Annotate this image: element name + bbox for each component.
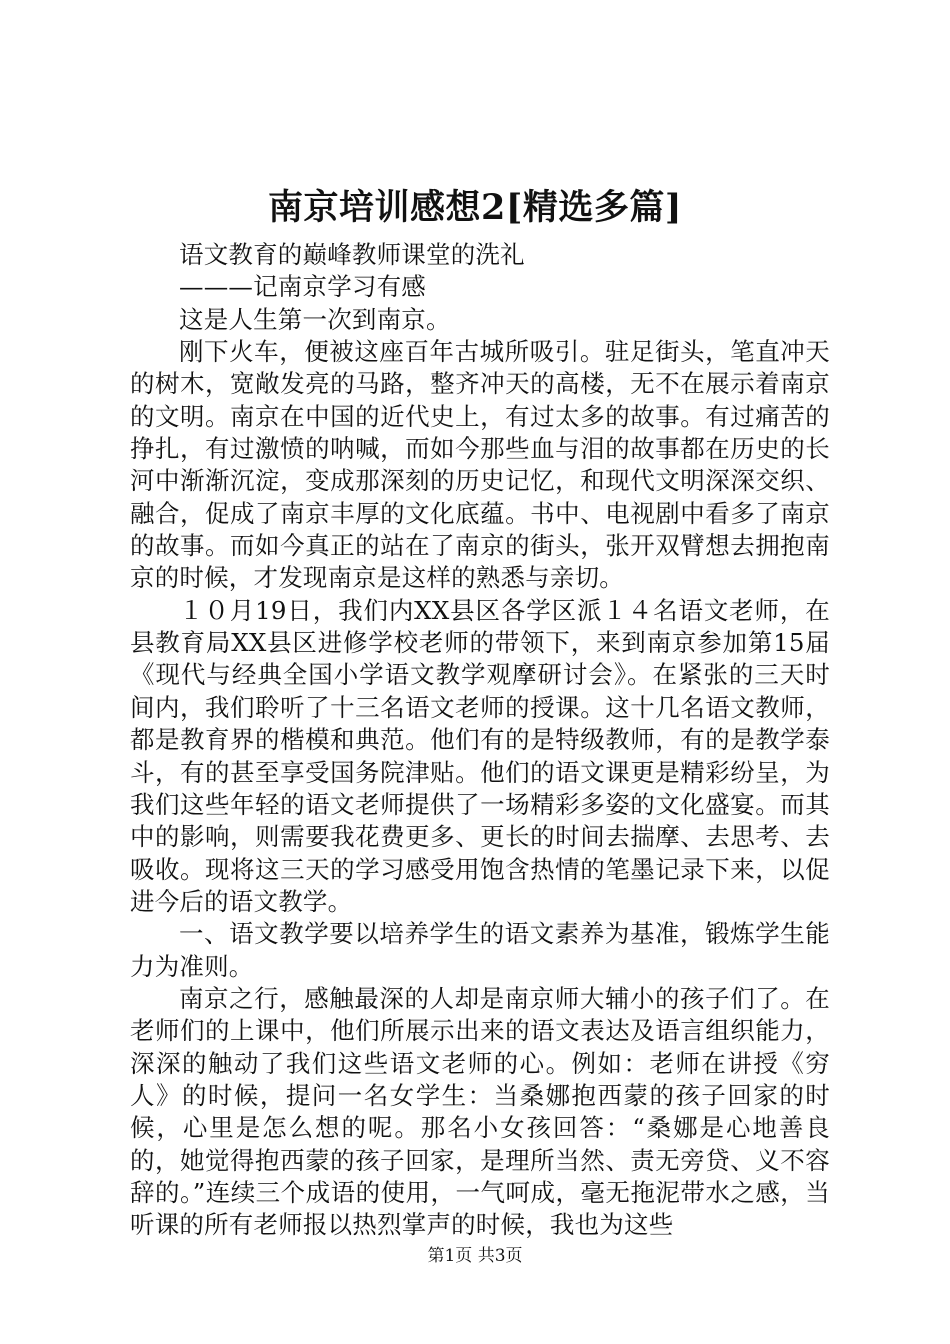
paragraph: ———记南京学习有感: [179, 272, 426, 302]
paragraph: 南京之行，感触最深的人却是南京师大辅小的孩子们了。在老师们的上课中，他们所展示出来的语文表达及语言组织能力，深深的触动了我们这些语文老师的心。例如：老师在讲授《穷人》的时候，提问一名女学生：当桑娜抱西蒙的孩子回家的时候，心里是怎么想的呢。那名小女孩回答：“桑娜是心地善良的，她觉得抱西蒙的孩子回家，是理所当然、责无旁贷、义不容辞的。”连续三个成语的使用，一气呵成，毫无拖泥带水之感，当听课的所有老师报以热烈掌声的时候，我也为这些: [130, 983, 830, 1240]
paragraph: 语文教育的巅峰教师课堂的洗礼: [179, 240, 525, 269]
document-title: 南京培训感想2[精选多篇]: [268, 187, 682, 228]
paragraph: 一、语文教学要以培养学生的语文素养为基准，锻炼学生能力为准则。: [130, 919, 830, 981]
paragraph: 这是人生第一次到南京。: [179, 304, 451, 334]
document-body: [130, 239, 830, 1242]
page-number: 第1页 共3页: [427, 1246, 523, 1266]
paragraph: 刚下火车，便被这座百年古城所吸引。驻足街头，笔直冲天的树木，宽敞发亮的马路，整齐冲天的高楼，无不在展示着南京的文明。南京在中国的近代史上，有过太多的故事。有过痛苦的挣扎，有过激愤的呐喊，而如今那些血与泪的故事都在历史的长河中渐渐沉淀，变成那深刻的历史记忆，和现代文明深深交织、融合，促成了南京丰厚的文化底蕴。书中、电视剧中看多了南京的故事。而如今真正的站在了南京的街头，张开双臂想去拥抱南京的时候，才发现南京是这样的熟悉与亲切。: [130, 337, 830, 593]
paragraph: １０月19日，我们内XX县区各学区派１４名语文老师，在县教育局XX县区进修学校老师的带领下，来到南京参加第15届《现代与经典全国小学语文教学观摩研讨会》。在紧张的三天时间内，我们聆听了十三名语文老师的授课。这十几名语文教师，都是教育界的楷模和典范。他们有的是特级教师，有的是教学泰斗，有的甚至享受国务院津贴。他们的语文课更是精彩纷呈，为我们这些年轻的语文老师提供了一场精彩多姿的文化盛宴。而其中的影响，则需要我花费更多、更长的时间去揣摩、去思考、去吸收。现将这三天的学习感受用饱含热情的笔墨记录下来，以促进今后的语文教学。: [130, 595, 830, 916]
